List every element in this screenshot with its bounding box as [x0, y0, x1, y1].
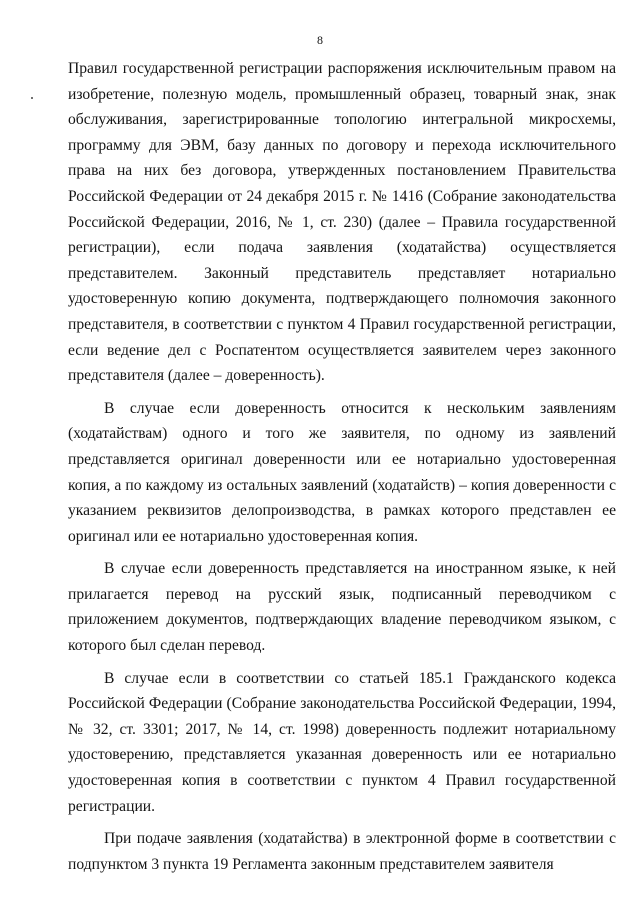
paragraph-electronic-submission: При подаче заявления (ходатайства) в электронной форме в соответствии с подпунктом 3 пункта 19 Регламента законным представителем заявителя	[68, 830, 616, 873]
paragraph-notarial-certification: В случае если в соответствии со статьей 185.1 Гражданского кодекса Российской Федерации (Собрание законодательства Российской Федерации, 1994, № 32, ст. 3301; 2017, № 14, ст. 1998) доверенность подлежит нотариальному удостоверению, представляется указанная доверенность или ее нотариально удостоверенная копия в соответствии с пунктом 4 Правил государственной регистрации.	[68, 669, 616, 815]
page-number: 8	[317, 33, 323, 47]
paragraph-continuation: Правил государственной регистрации распоряжения исключительным правом на изобретение, полезную модель, промышленный образец, товарный знак, знак обслуживания, зарегистрированные топологию интегральной микросхемы, программу для ЭВМ, базу данных по договору и перехода исключительного права на них без договора, утвержденных постановлением Правительства Российской Федерации от 24 декабря 2015 г. № 1416 (Собрание законодательства Российской Федерации, 2016, № 1, ст. 230) (далее – Правила государственной регистрации), если подача заявления (ходатайства) осуществляется представителем. Законный представитель представляет нотариально удостоверенную копию документа, подтверждающего полномочия законного представителя, в соответствии с пунктом 4 Правил государственной регистрации, если ведение дел с Роспатентом осуществляется заявителем через законного представителя (далее – доверенность).	[68, 60, 616, 385]
document-body	[68, 56, 616, 877]
paragraph-foreign-language: В случае если доверенность представляется на иностранном языке, к ней прилагается перевод на русский язык, подписанный переводчиком с приложением документов, подтверждающих владение переводчиком языком, с которого был сделан перевод.	[68, 560, 616, 655]
paragraph-multiple-applications: В случае если доверенность относится к нескольким заявлениям (ходатайствам) одного и того же заявителя, по одному из заявлений представляется оригинал доверенности или ее нотариально удостоверенная копия, а по каждому из остальных заявлений (ходатайств) – копия доверенности с указанием реквизитов делопроизводства, в рамках которого представлен ее оригинал или ее нотариально удостоверенная копия.	[68, 399, 616, 545]
scan-artifact	[31, 97, 33, 99]
